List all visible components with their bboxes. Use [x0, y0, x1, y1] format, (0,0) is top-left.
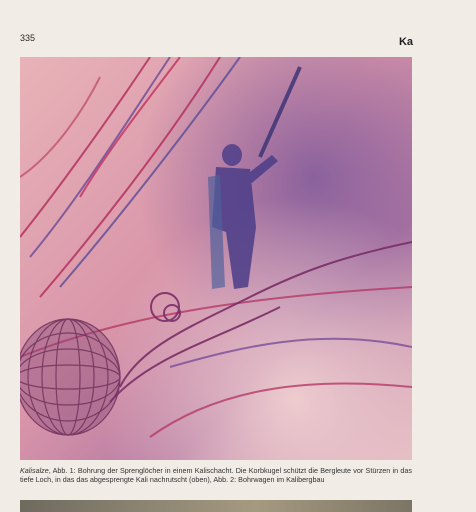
photo-drilling-wagon	[20, 500, 412, 512]
page-number: 335	[20, 33, 36, 43]
caption-term: Kalisalze	[20, 466, 49, 475]
running-head: Ka	[398, 36, 413, 48]
figure-caption	[20, 466, 412, 484]
caption-text: , Abb. 1: Bohrung der Sprenglöcher in einem Kalischacht. Die Korbkugel schützt die Bergleute vor Stürzen in das tiefe Loch, in das das abgesprengte Kali nachrutscht (oben), Abb. 2: Bohrwagen im Kalibergbau	[20, 466, 412, 485]
photo-potash-drilling	[20, 57, 412, 460]
